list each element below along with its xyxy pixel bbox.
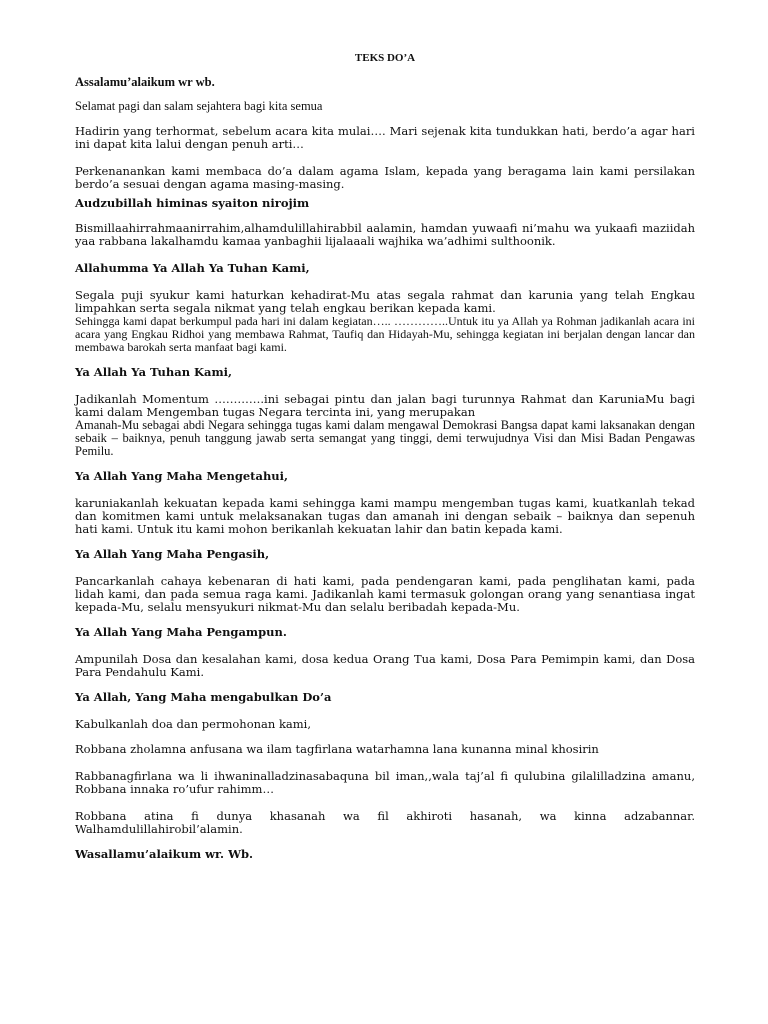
greeting: Assalamu’alaikum wr wb. — [75, 75, 215, 89]
closing: Wasallamu’alaikum wr. Wb. — [75, 847, 254, 861]
document-title: TEKS DO’A — [354, 52, 416, 64]
paragraph-kabulkanlah: Kabulkanlah doa dan permohonan kami, — [75, 717, 312, 731]
paragraph-invitation: Perkenanankan kami membaca do’a dalam agama Islam, kepada yang beragama lain kami persilakan berdo’a sesuai dengan agama masing-masing. — [75, 164, 695, 191]
paragraph-ampunilah: Ampunilah Dosa dan kesalahan kami, dosa kedua Orang Tua kami, Dosa Para Pemimpin kami, dan Dosa Para Pendahulu Kami. — [75, 652, 695, 679]
heading-maha-mengetahui: Ya Allah Yang Maha Mengetahui, — [75, 469, 289, 483]
paragraph-bismillah: Bismillaahirrahmaanirrahim,alhamdulillahirabbil aalamin, hamdan yuwaafi ni’mahu wa yukaafi maziidah yaa rabbana lakalhamdu kamaa yanbaghii lijalaaali wajhika wa’adhimi sulthoonik. — [75, 221, 695, 248]
heading-audzubillah: Audzubillah himinas syaiton nirojim — [75, 196, 310, 210]
paragraph-opening: Hadirin yang terhormat, sebelum acara kita mulai…. Mari sejenak kita tundukkan hati, berdo’a agar hari ini dapat kita lalui dengan penuh arti… — [75, 124, 695, 151]
paragraph-cahaya: Pancarkanlah cahaya kebenaran di hati kami, pada pendengaran kami, pada penglihatan kami, pada lidah kami, dan pada semua raga kami. Jadikanlah kami termasuk golongan orang yang senantiasa ingat kepada-Mu, selalu mensyukuri nikmat-Mu dan selalu beribadah kepada-Mu. — [75, 574, 695, 614]
heading-tuhan-kami: Ya Allah Ya Tuhan Kami, — [75, 365, 233, 379]
heading-maha-pengasih: Ya Allah Yang Maha Pengasih, — [75, 547, 270, 561]
paragraph-kegiatan: Sehingga kami dapat berkumpul pada hari ini dalam kegiatan….. …………..Untuk itu ya Allah ya Rohman jadikanlah acara ini acara yang Engkau Ridhoi yang membawa Rahmat, Taufiq dan Hidayah-Mu, sehingga kegiatan ini berjalan dengan lancar dan membawa barokah serta manfaat bagi kami. — [75, 314, 695, 354]
paragraph-kekuatan: karuniakanlah kekuatan kepada kami sehingga kami mampu mengemban tugas kami, kuatkanlah tekad dan komitmen kami untuk melaksanakan tugas dan amanah ini dengan sebaik – baiknya dan sepenuh hati kami. Untuk itu kami mohon berikanlah kekuatan lahir dan batin kepada kami. — [75, 496, 695, 536]
prayer-text — [75, 52, 695, 861]
paragraph-puji-syukur: Segala puji syukur kami haturkan kehadirat-Mu atas segala rahmat dan karunia yang telah Engkau limpahkan serta segala nikmat yang telah engkau berikan kepada kami. — [75, 288, 695, 315]
paragraph-momentum: Jadikanlah Momentum ………….ini sebagai pintu dan jalan bagi turunnya Rahmat dan KaruniaMu bagi kami dalam Mengemban tugas Negara tercinta ini, yang merupakan — [75, 392, 695, 419]
heading-maha-pengampun: Ya Allah Yang Maha Pengampun. — [75, 625, 287, 639]
paragraph-amanah: Amanah-Mu sebagai abdi Negara sehingga tugas kami dalam mengawal Demokrasi Bangsa dapat kami laksanakan dengan sebaik – baiknya, penuh tanggung jawab serta semangat yang tinggi, demi terwujudnya Visi dan Misi Badan Pengawas Pemilu. — [75, 418, 695, 458]
salutation: Selamat pagi dan salam sejahtera bagi kita semua — [75, 99, 323, 113]
paragraph-rabbanagfirlana: Rabbanagfirlana wa li ihwaninalladzinasabaquna bil iman,,wala taj’al fi qulubina gilalilladzina amanu, Robbana innaka ro’ufur rahimm… — [75, 769, 695, 796]
heading-mengabulkan: Ya Allah, Yang Maha mengabulkan Do’a — [75, 690, 332, 704]
paragraph-robbana-atina: Robbana atina fi dunya khasanah wa fil akhiroti hasanah, wa kinna adzabannar. Walhamdulillahirobil’alamin. — [75, 809, 695, 836]
heading-allahumma: Allahumma Ya Allah Ya Tuhan Kami, — [75, 261, 310, 275]
paragraph-robbana-zholamna: Robbana zholamna anfusana wa ilam tagfirlana watarhamna lana kunanna minal khosirin — [75, 742, 599, 756]
